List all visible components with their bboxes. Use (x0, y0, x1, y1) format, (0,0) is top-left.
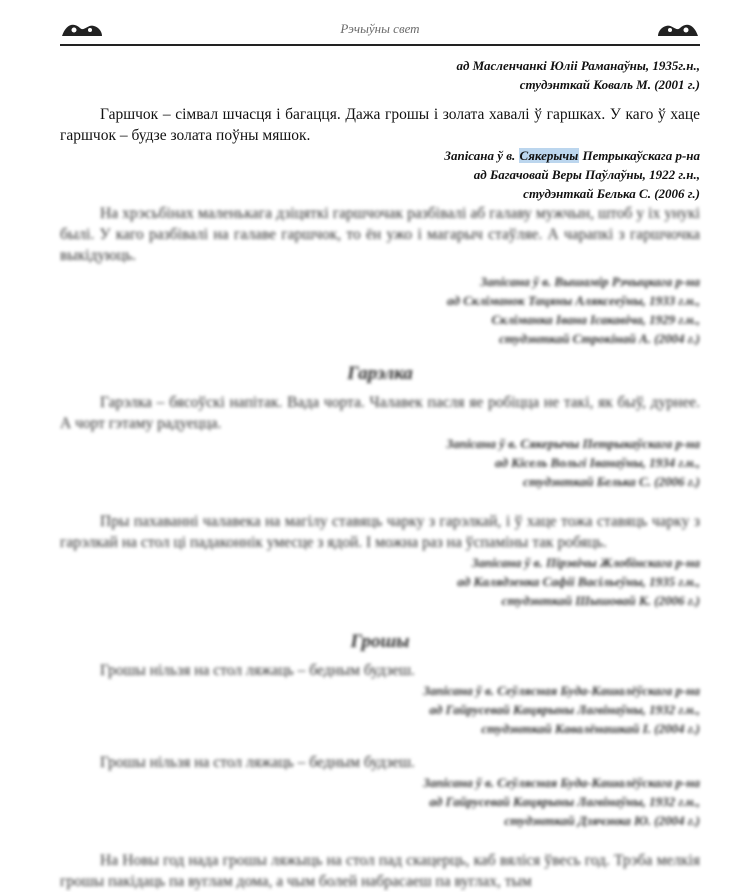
attribution-line: студэнткай Дзячэнка Ю. (2004 г.) (504, 813, 700, 828)
attribution-6 (60, 681, 700, 738)
attribution-line: ад Гайрусевай Кацярыны Лагвінаўны, 1932 г.н., (429, 794, 700, 809)
paragraph-1: Гаршчок – сімвал шчасця і багацця. Дажа грошы і золата хавалі ў гаршках. У каго ў хаце гаршчок – будзе золата поўны мяшок. (60, 106, 700, 144)
paragraph-6: Грошы нільзя на стол ляжаць – бедным будзеш. (100, 754, 415, 771)
attribution-1 (60, 56, 700, 94)
attribution-line: ад Багачовай Веры Паўлаўны, 1922 г.н., (473, 167, 700, 182)
page-content (60, 56, 700, 892)
attribution-3 (60, 272, 700, 348)
attribution-line: студэнткай Строкінай А. (2004 г.) (499, 331, 700, 346)
header-rule (60, 44, 700, 46)
section-title-gorelka: Гарэлка (347, 363, 413, 384)
running-header (60, 14, 700, 44)
attribution-line: Скліманка Івана Ісакавіча, 1929 г.н., (491, 312, 700, 327)
attribution-line: Запісана ў в. Сеўлясная Буда-Кашалёўскага р-на (423, 683, 700, 698)
attribution-line: Запісана ў в. Сеўлясная Буда-Кашалёўскага р-на (423, 775, 700, 790)
highlighted-place-name[interactable]: Сякерычы (519, 148, 579, 163)
attribution-5 (60, 553, 700, 610)
paragraph-5: Грошы нільзя на стол ляжаць – бедным будзеш. (100, 662, 415, 679)
attribution-line: ад Кісель Вольгі Іванаўны, 1934 г.н., (494, 455, 700, 470)
running-header-title: Рэчыўны свет (340, 21, 420, 36)
attribution-line: студэнткай Шышовай К. (2006 г.) (501, 593, 700, 608)
attribution-line: студэнткай Кавалёнашкай І. (2004 г.) (481, 721, 700, 736)
paragraph-4: Пры пахаванні чалавека на магілу ставяць чарку з гарэлкай, і ў хаце тожа ставяць чарку з гарэлкай на стол ці падаконнік умесце з ядой. І можна раз на ўспаміны так робяць. (60, 513, 700, 551)
attribution-suffix: Петрыкаўскага р-на (579, 148, 700, 163)
attribution-line: Запісана ў в. Пірэвічы Жлобінскага р-на (471, 555, 700, 570)
paragraph-7: На Новы год нада грошы ляжыць на стол пад скацерць, каб вяліся ўвесь год. Трэба мелкія грошы пакідаць па вуглам дома, а чым болей набрасаеш па вуглах, тым (60, 852, 700, 890)
attribution-7 (60, 773, 700, 830)
paragraph-3: Гарэлка – бясоўскі напітак. Вада чорта. Чалавек пасля яе робіцца не такі, як быў, дурнее. А чорт гэтаму радуецца. (60, 394, 700, 432)
attribution-line: студэнткай Белька С. (2006 г.) (523, 474, 700, 489)
attribution-line: ад Гайрусевай Кацярыны Лагвінаўны, 1932 г.н., (429, 702, 700, 717)
attribution-line: ад Скліманок Тацяны Аляксееўны, 1933 г.н., (447, 293, 700, 308)
paragraph-2: На хрэсьбінах маленькага дзіцяткі гаршчочак разбівалі аб галаву мужчын, штоб у іх унукі былі. У каго разбівалі на галаве гаршчок, то ён ужо і магарыч стаўляе. А чарапкі з гаршчочка выкідуюць. (60, 205, 700, 264)
attribution-line: ад Масленчанкі Юліі Раманаўны, 1935г.н., (456, 58, 700, 73)
right-ornament-icon (656, 18, 700, 40)
attribution-line: ад Калядзенка Сафіі Васільеўны, 1935 г.н., (457, 574, 700, 589)
attribution-line-with-highlight (60, 146, 700, 165)
attribution-line: Запісана ў в. Сякерычы Петрыкаўскага р-на (446, 436, 700, 451)
section-title-groshy: Грошы (350, 631, 410, 652)
attribution-line: студэнткай Белька С. (2006 г.) (523, 186, 700, 201)
attribution-line: студэнткай Коваль М. (2001 г.) (519, 77, 700, 92)
attribution-2 (60, 146, 700, 203)
attribution-4 (60, 434, 700, 491)
attribution-line: Запісана ў в. Вышамір Рэчыцкага р-на (480, 274, 700, 289)
attribution-prefix: Запісана ў в. (444, 148, 519, 163)
